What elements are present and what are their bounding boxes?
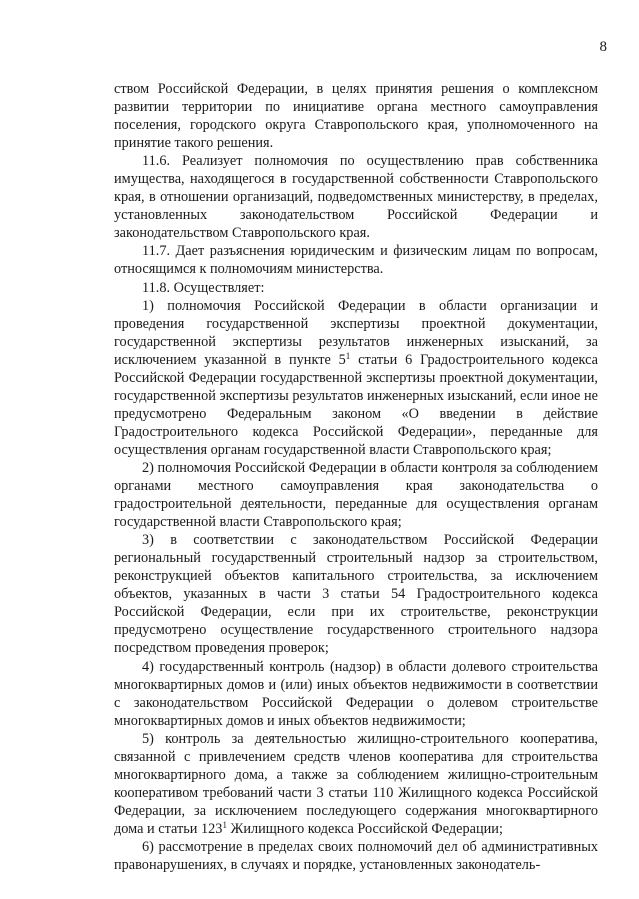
paragraph: 1) полномочия Российской Федерации в области организации и проведения государственной экспертизы проектной документации, государственной экспертизы результатов инженерных изысканий, за исключением указанной в пункте $5^1$ статьи 6 Градостроительного кодекса Российской Федерации государственной экспертизы проектной документации, государственной экспертизы результатов инженерных изысканий, если иное не предусмотрено Федеральным законом «О введении в действие Градостроительного кодекса Российской Федерации», переданные для осуществления органам государственной власти Ставропольского края;	[114, 297, 598, 458]
paragraph: 4) государственный контроль (надзор) в области долевого строительства многоквартирных домов и (или) иных объектов недвижимости в соответствии с законодательством Российской Федерации о долевом строительстве многоквартирных домов и иных объектов недвижимости;	[114, 658, 598, 729]
paragraph: 5) контроль за деятельностью жилищно-строительного кооператива, связанной с привлечением средств членов кооператива для строительства многоквартирного дома, а также за соблюдением жилищно-строительным кооперативом требований части 3 статьи 110 Жилищного кодекса Российской Федерации, за исключением последующего содержания многоквартирного дома и статьи $123^1$ Жилищного кодекса Российской Федерации;	[114, 730, 598, 837]
paragraph: ством Российской Федерации, в целях принятия решения о комплексном развитии территории по инициативе органа местного самоуправления поселения, городского округа Ставропольского края, уполномоченного на принятие такого решения.	[114, 81, 598, 152]
paragraph: 11.7. Дает разъяснения юридическим и физическим лицам по вопросам, относящимся к полномочиям министерства.	[114, 243, 598, 278]
paragraph: 11.6. Реализует полномочия по осуществлению прав собственника имущества, находящегося в государственной собственности Ставропольского края, в отношении организаций, подведомственных министерству, в пределах, установленных законодательством Российской Федерации и законодательством Ставропольского края.	[114, 153, 598, 242]
paragraph: 6) рассмотрение в пределах своих полномочий дел об административных правонарушениях, в случаях и порядке, установленных законодатель-	[114, 838, 598, 874]
page-number: 8	[599, 39, 607, 55]
paragraph: 11.8. Осуществляет:	[142, 279, 265, 296]
paragraph: 3) в соответствии с законодательством Российской Федерации региональный государственный строительный надзор за строительством, реконструкцией объектов капитального строительства, за исключением объектов, указанных в части 3 статьи 54 Градостроительного кодекса Российской Федерации, если при их строительстве, реконструкции предусмотрено осуществление государственного строительного надзора посредством проведения проверок;	[114, 532, 598, 657]
document-body	[114, 80, 598, 874]
paragraph: 2) полномочия Российской Федерации в области контроля за соблюдением органами местного самоуправления края законодательства о градостроительной деятельности, переданные для осуществления органам государственной власти Ставропольского края;	[114, 459, 598, 531]
